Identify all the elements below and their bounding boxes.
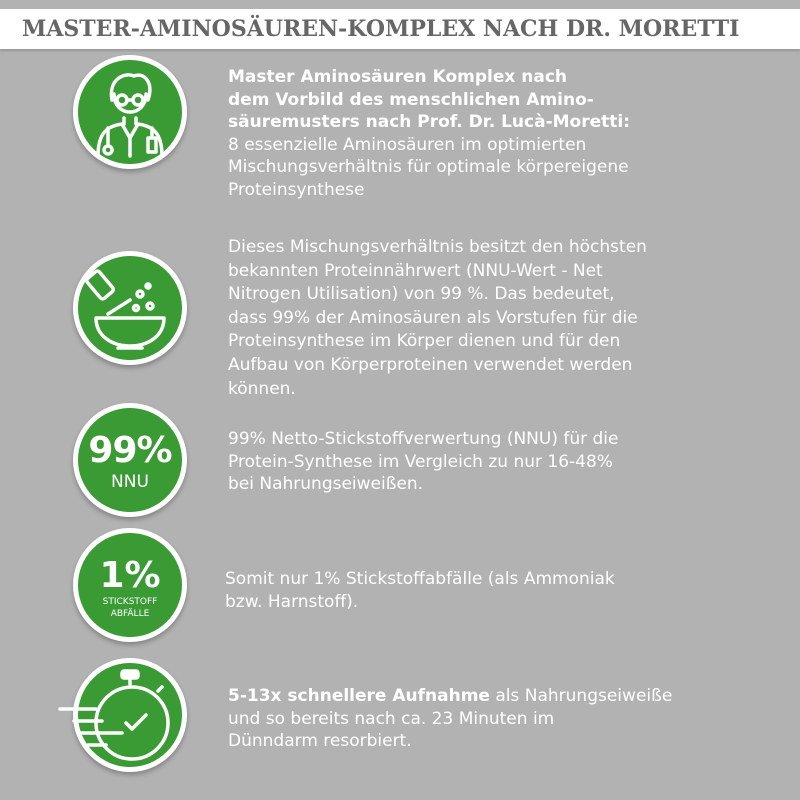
item-1-bold-line: dem Vorbild des menschlichen Amino- <box>228 89 594 110</box>
nnu-badge-value: 99% <box>88 430 172 471</box>
mortar-pestle-icon <box>78 256 182 360</box>
item-1-bold-line: säuremusters nach Prof. Dr. Lucà-Moretti: <box>228 112 631 132</box>
mortar-badge <box>73 251 187 365</box>
doctor-icon <box>78 60 182 164</box>
item-1-line: Mischungsverhältnis für optimale körpereigene <box>228 157 629 177</box>
waste-badge-label-2: ABFÄLLE <box>110 609 150 619</box>
item-5-first-line <box>228 685 672 708</box>
waste-badge-label-1: STICKSTOFF <box>102 597 158 607</box>
item-5-text <box>228 685 672 753</box>
item-3-line: Protein-Synthese im Vergleich zu nur 16-48% <box>228 451 613 472</box>
waste-badge-value: 1% <box>99 555 161 596</box>
item-2-line: Nitrogen Utilisation) von 99 %. Das bedeutet, <box>228 284 615 305</box>
item-5-line: und so bereits nach ca. 23 Minuten im <box>228 708 555 729</box>
item-5-bold: 5-13x schnellere Aufnahme <box>228 686 490 706</box>
item-1-line: 8 essenzielle Aminosäuren im optimierten <box>228 134 587 155</box>
item-3-line: 99% Netto-Stickstoffverwertung (NNU) für die <box>228 429 619 449</box>
nnu-badge-label: NNU <box>111 472 149 492</box>
item-5-line-rest: als Nahrungseiweiße <box>489 686 673 706</box>
item-2-line: Proteinsynthese im Körper dienen und für den <box>228 331 621 352</box>
nnu-badge <box>73 403 187 517</box>
stopwatch-icon <box>78 663 182 767</box>
doctor-badge <box>73 55 187 169</box>
item-3-line: bei Nahrungseiweißen. <box>228 474 424 494</box>
item-3-text <box>228 428 619 496</box>
item-1-line: Proteinsynthese <box>228 179 365 200</box>
item-2-line: Dieses Mischungsverhältnis besitzt den höchsten <box>228 237 647 257</box>
item-2-line: bekannten Proteinnährwert (NNU-Wert - Net <box>228 260 603 281</box>
item-1-text <box>228 66 630 201</box>
item-4-line: bzw. Harnstoff). <box>225 591 359 612</box>
item-1-bold-line: Master Aminosäuren Komplex nach <box>228 67 568 87</box>
waste-badge <box>73 528 187 642</box>
item-2-line: Aufbau von Körperproteinen verwendet werden <box>228 354 633 375</box>
item-5-line: Dünndarm resorbiert. <box>228 731 412 751</box>
page-title: MASTER-AMINOSÄUREN-KOMPLEX NACH DR. MORETTI <box>22 16 740 42</box>
item-2-line: dass 99% der Aminosäuren als Vorstufen für die <box>228 307 638 328</box>
speed-badge <box>73 658 187 772</box>
item-2-text <box>228 236 647 401</box>
item-2-line: können. <box>228 378 296 399</box>
item-4-text <box>225 568 615 613</box>
item-4-line: Somit nur 1% Stickstoffabfälle (als Ammoniak <box>225 569 615 589</box>
header-bar <box>0 9 800 49</box>
